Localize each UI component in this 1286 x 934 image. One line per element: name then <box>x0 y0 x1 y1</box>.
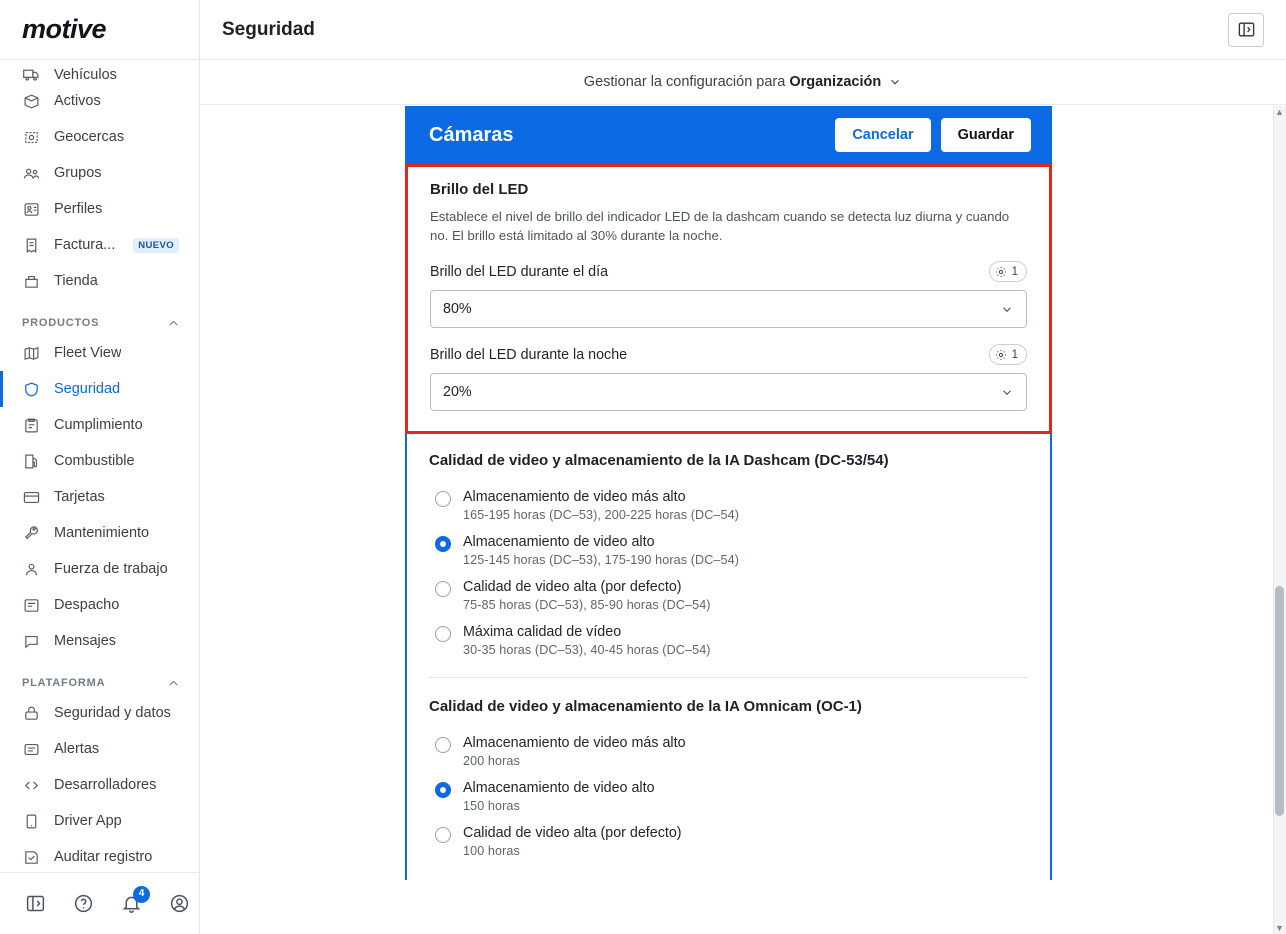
sidebar-item-fuerza-de-trabajo[interactable] <box>0 551 199 587</box>
sidebar-item-label: Alertas <box>54 741 100 757</box>
sidebar-item-label: Tienda <box>54 273 98 289</box>
dashcam-radio-group <box>429 483 1028 663</box>
sidebar-item-label: Activos <box>54 93 101 109</box>
omnicam-option-0[interactable] <box>429 729 1028 774</box>
radio-button[interactable] <box>435 581 451 597</box>
page-title: Seguridad <box>222 18 315 40</box>
option-label: Máxima calidad de vídeo <box>463 624 622 641</box>
chevron-down-icon <box>1000 385 1014 399</box>
omnicam-option-2[interactable] <box>429 819 1028 864</box>
store-icon <box>22 272 40 290</box>
panel-toggle-icon[interactable] <box>1228 13 1264 47</box>
scope-value[interactable]: Organización <box>789 74 882 90</box>
sidebar-item-vehiculos[interactable] <box>0 61 199 83</box>
dashcam-option-text <box>463 579 711 612</box>
alert-icon <box>22 740 40 758</box>
omnicam-option-text <box>463 780 655 813</box>
sidebar-item-facturacion[interactable] <box>0 227 199 263</box>
led-day-pill-count: 1 <box>1011 265 1018 278</box>
radio-button[interactable] <box>435 737 451 753</box>
sidebar-item-label: Mantenimiento <box>54 525 150 541</box>
sidebar-top-list <box>0 61 199 299</box>
sidebar-item-label: Factura... <box>54 237 116 253</box>
sidebar-plataforma-list <box>0 695 199 872</box>
gear-icon <box>995 349 1007 361</box>
sidebar-footer <box>0 872 199 934</box>
sidebar-item-driver-app[interactable] <box>0 803 199 839</box>
dashcam-option-3[interactable] <box>429 618 1028 663</box>
led-night-label: Brillo del LED durante la noche <box>430 346 628 363</box>
sidebar-section-title: PLATAFORMA <box>22 677 106 689</box>
led-day-select[interactable] <box>430 290 1027 328</box>
clipboard-icon <box>22 416 40 434</box>
led-night-field-row <box>430 344 1027 365</box>
vertical-scrollbar[interactable] <box>1273 106 1286 934</box>
sidebar-item-geocercas[interactable] <box>0 119 199 155</box>
sidebar-item-label: Desarrolladores <box>54 777 157 793</box>
wrench-icon <box>22 524 40 542</box>
sidebar-item-label: Cumplimiento <box>54 417 143 433</box>
lock-icon <box>22 704 40 722</box>
chevron-down-icon <box>1000 302 1014 316</box>
panel-toggle-icon[interactable] <box>24 893 46 915</box>
radio-button[interactable] <box>435 626 451 642</box>
radio-button[interactable] <box>435 827 451 843</box>
notification-count: 4 <box>133 886 150 903</box>
sidebar-item-label: Seguridad <box>54 381 121 397</box>
radio-button[interactable] <box>435 491 451 507</box>
panel-header <box>407 106 1050 164</box>
radio-button[interactable] <box>435 782 451 798</box>
invoice-icon <box>22 236 40 254</box>
group-icon <box>22 164 40 182</box>
sidebar-item-label: Grupos <box>54 165 102 181</box>
geofence-icon <box>22 128 40 146</box>
chevron-down-icon[interactable] <box>888 75 902 89</box>
bell-icon[interactable] <box>120 887 145 915</box>
brand-logo[interactable] <box>0 0 199 60</box>
option-label: Almacenamiento de video más alto <box>463 489 686 506</box>
dashcam-option-2[interactable] <box>429 573 1028 618</box>
sidebar-item-mantenimiento[interactable] <box>0 515 199 551</box>
radio-button[interactable] <box>435 536 451 552</box>
sidebar-item-label: Mensajes <box>54 633 117 649</box>
dashcam-option-text <box>463 534 739 567</box>
sidebar <box>0 0 200 934</box>
sidebar-item-grupos[interactable] <box>0 155 199 191</box>
account-icon[interactable] <box>168 893 190 915</box>
option-sublabel: 150 horas <box>463 799 520 814</box>
led-night-settings-pill[interactable] <box>989 344 1027 365</box>
sidebar-item-perfiles[interactable] <box>0 191 199 227</box>
settings-content <box>200 106 1286 934</box>
omnicam-option-text <box>463 735 686 768</box>
option-label: Calidad de video alta (por defecto) <box>463 825 682 842</box>
chevron-up-icon <box>167 677 179 689</box>
profile-icon <box>22 200 40 218</box>
brand-name: motive <box>22 14 107 44</box>
omnicam-quality-section <box>407 694 1050 880</box>
shield-icon <box>22 380 40 398</box>
sidebar-item-label: Tarjetas <box>54 489 105 505</box>
sidebar-item-label: Perfiles <box>54 201 103 217</box>
sidebar-item-activos[interactable] <box>0 83 199 119</box>
sidebar-item-label: Despacho <box>54 597 120 613</box>
dashcam-quality-section <box>407 434 1050 694</box>
option-sublabel: 75-85 horas (DC–53), 85-90 horas (DC–54) <box>463 598 711 613</box>
dashcam-option-1[interactable] <box>429 528 1028 573</box>
sidebar-productos-list <box>0 335 199 659</box>
led-brightness-section <box>408 167 1049 431</box>
chevron-up-icon <box>167 317 179 329</box>
code-icon <box>22 776 40 794</box>
cancel-button[interactable]: Cancelar <box>835 118 930 152</box>
option-label: Almacenamiento de video alto <box>463 534 655 551</box>
option-sublabel: 165-195 horas (DC–53), 200-225 horas (DC–54) <box>463 508 740 523</box>
fuel-icon <box>22 452 40 470</box>
led-night-pill-count: 1 <box>1011 348 1018 361</box>
sidebar-item-label: Combustible <box>54 453 135 469</box>
section-divider <box>429 677 1028 678</box>
sidebar-item-tienda[interactable] <box>0 263 199 299</box>
sidebar-item-cumplimiento[interactable] <box>0 407 199 443</box>
scroll-thumb[interactable] <box>1275 586 1284 816</box>
omnicam-radio-group <box>429 729 1028 864</box>
truck-icon <box>22 65 40 83</box>
led-day-value: 80% <box>443 301 472 318</box>
sidebar-item-label: Vehículos <box>54 67 117 83</box>
scope-bar <box>200 60 1286 105</box>
map-icon <box>22 344 40 362</box>
top-bar <box>200 0 1286 60</box>
option-sublabel: 30-35 horas (DC–53), 40-45 horas (DC–54) <box>463 643 711 658</box>
message-icon <box>22 632 40 650</box>
sidebar-item-despacho[interactable] <box>0 587 199 623</box>
option-label: Calidad de video alta (por defecto) <box>463 579 682 596</box>
sidebar-item-label: Auditar registro <box>54 849 153 865</box>
option-sublabel: 100 horas <box>463 844 520 859</box>
sidebar-nav <box>0 61 199 872</box>
sidebar-item-label: Driver App <box>54 813 122 829</box>
option-sublabel: 200 horas <box>463 754 520 769</box>
led-section-title: Brillo del LED <box>430 181 529 198</box>
option-label: Almacenamiento de video más alto <box>463 735 686 752</box>
sidebar-item-fleet-view[interactable] <box>0 335 199 371</box>
sidebar-item-alertas[interactable] <box>0 731 199 767</box>
sidebar-item-mensajes[interactable] <box>0 623 199 659</box>
sidebar-item-label: Fuerza de trabajo <box>54 561 168 577</box>
scope-prefix: Gestionar la configuración para <box>583 74 786 90</box>
sidebar-item-seguridad-y-datos[interactable] <box>0 695 199 731</box>
sidebar-item-seguridad[interactable] <box>0 371 199 407</box>
led-night-value: 20% <box>443 384 472 401</box>
card-icon <box>22 488 40 506</box>
sidebar-section-title: PRODUCTOS <box>22 317 100 329</box>
dispatch-icon <box>22 596 40 614</box>
sidebar-item-badge: NUEVO <box>133 238 179 253</box>
led-day-settings-pill[interactable] <box>989 261 1027 282</box>
omnicam-option-1[interactable] <box>429 774 1028 819</box>
save-button[interactable]: Guardar <box>941 118 1031 152</box>
box-icon <box>22 92 40 110</box>
main-area <box>200 0 1286 934</box>
scroll-down-arrow[interactable]: ▼ <box>1275 923 1284 933</box>
led-brightness-highlight <box>405 164 1052 434</box>
sidebar-item-tarjetas[interactable] <box>0 479 199 515</box>
sidebar-section-plataforma[interactable] <box>0 659 199 695</box>
panel-title: Cámaras <box>429 123 514 146</box>
led-night-select[interactable] <box>430 373 1027 411</box>
help-icon[interactable] <box>72 893 94 915</box>
sidebar-item-desarrolladores[interactable] <box>0 767 199 803</box>
phone-icon <box>22 812 40 830</box>
person-icon <box>22 560 40 578</box>
sidebar-section-productos[interactable] <box>0 299 199 335</box>
dashcam-section-title: Calidad de video y almacenamiento de la IA Dashcam (DC-53/54) <box>429 452 889 470</box>
dashcam-option-text <box>463 489 739 522</box>
sidebar-item-label: Geocercas <box>54 129 125 145</box>
scroll-up-arrow[interactable]: ▲ <box>1275 107 1284 117</box>
led-day-label: Brillo del LED durante el día <box>430 263 609 280</box>
panel-actions <box>835 118 1031 152</box>
audit-icon <box>22 848 40 866</box>
sidebar-item-auditar-registro[interactable] <box>0 839 199 872</box>
sidebar-item-label: Seguridad y datos <box>54 705 171 721</box>
cameras-panel <box>405 106 1052 880</box>
dashcam-option-text <box>463 624 711 657</box>
omnicam-option-text <box>463 825 682 858</box>
led-section-description: Establece el nivel de brillo del indicador LED de la dashcam cuando se detecta luz diurna y cuando no. El brillo está limitado al 30% durante la noche. <box>430 209 1010 244</box>
sidebar-item-label: Fleet View <box>54 345 122 361</box>
option-label: Almacenamiento de video alto <box>463 780 655 797</box>
led-day-field-row <box>430 261 1027 282</box>
sidebar-item-combustible[interactable] <box>0 443 199 479</box>
dashcam-option-0[interactable] <box>429 483 1028 528</box>
omnicam-section-title: Calidad de video y almacenamiento de la IA Omnicam (OC-1) <box>429 698 862 716</box>
gear-icon <box>995 266 1007 278</box>
option-sublabel: 125-145 horas (DC–53), 175-190 horas (DC–54) <box>463 553 740 568</box>
